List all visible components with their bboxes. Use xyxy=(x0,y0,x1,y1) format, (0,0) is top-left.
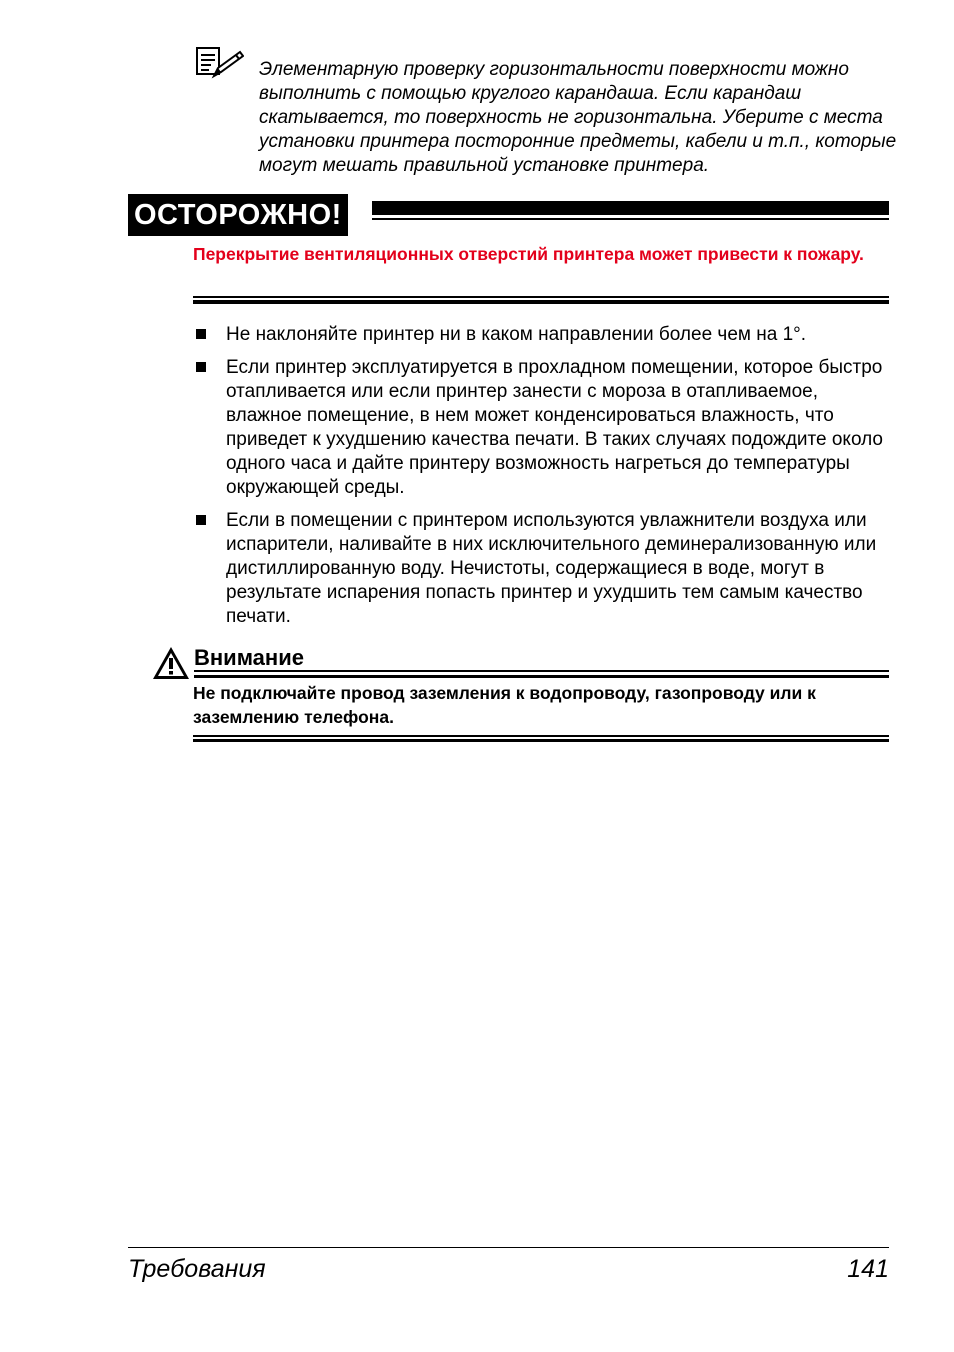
caution-divider-top-thick xyxy=(194,675,889,678)
square-bullet-icon xyxy=(196,329,206,339)
warning-divider-thick xyxy=(193,300,889,304)
note-pencil-icon xyxy=(196,46,244,80)
warning-header-bar-thin xyxy=(372,218,889,220)
list-item-text: Если в помещении с принтером используются увлажнители воздуха или испарители, наливайте в них исключительного деминерализованную или дистиллированную воду. Нечистоты, содержащиеся в воде, могут в результате испарения попасть принтер и ухудшить тем самым качество печати. xyxy=(226,510,877,627)
caution-divider-bottom-thick xyxy=(193,739,889,742)
warning-label: ОСТОРОЖНО! xyxy=(128,194,348,236)
note-text: Элементарную проверку горизонтальности поверхности можно выполнить с помощью круглого карандаша. Если карандаш скатывается, то поверхность не горизонтальна. Уберите с места установки принтера посторонние предметы, кабели и т.п., которые могут мешать правильной установке принтера. xyxy=(259,59,897,176)
page-number: 141 xyxy=(847,1255,889,1283)
list-item xyxy=(193,323,893,347)
warning-header-bar xyxy=(372,201,889,215)
list-item-text: Если принтер эксплуатируется в прохладном помещении, которое быстро отапливается или если принтер занести с мороза в отапливаемое, влажное помещение, в нем может конденсироваться влажность, что приведет к ухудшению качества печати. В таких случаях подождите около одного часа и дайте принтеру возможность нагреться до температуры окружающей среды. xyxy=(226,357,883,498)
caution-title: Внимание xyxy=(194,645,304,670)
square-bullet-icon xyxy=(196,362,206,372)
caution-text: Не подключайте провод заземления к водопроводу, газопроводу или к заземлению телефона. xyxy=(193,683,816,727)
warning-text: Перекрытие вентиляционных отверстий принтера может привести к пожару. xyxy=(193,244,864,264)
footer-section-title: Требования xyxy=(128,1255,266,1283)
list-item-text: Не наклоняйте принтер ни в каком направлении более чем на 1°. xyxy=(226,324,807,345)
caution-divider-top-thin xyxy=(194,670,889,672)
caution-divider-bottom-thin xyxy=(193,735,889,737)
square-bullet-icon xyxy=(196,515,206,525)
list-item xyxy=(193,509,893,629)
warning-triangle-icon xyxy=(151,645,191,681)
bullet-list xyxy=(193,323,893,638)
footer-divider xyxy=(128,1247,889,1248)
warning-divider-thin xyxy=(193,296,889,298)
list-item xyxy=(193,356,893,500)
